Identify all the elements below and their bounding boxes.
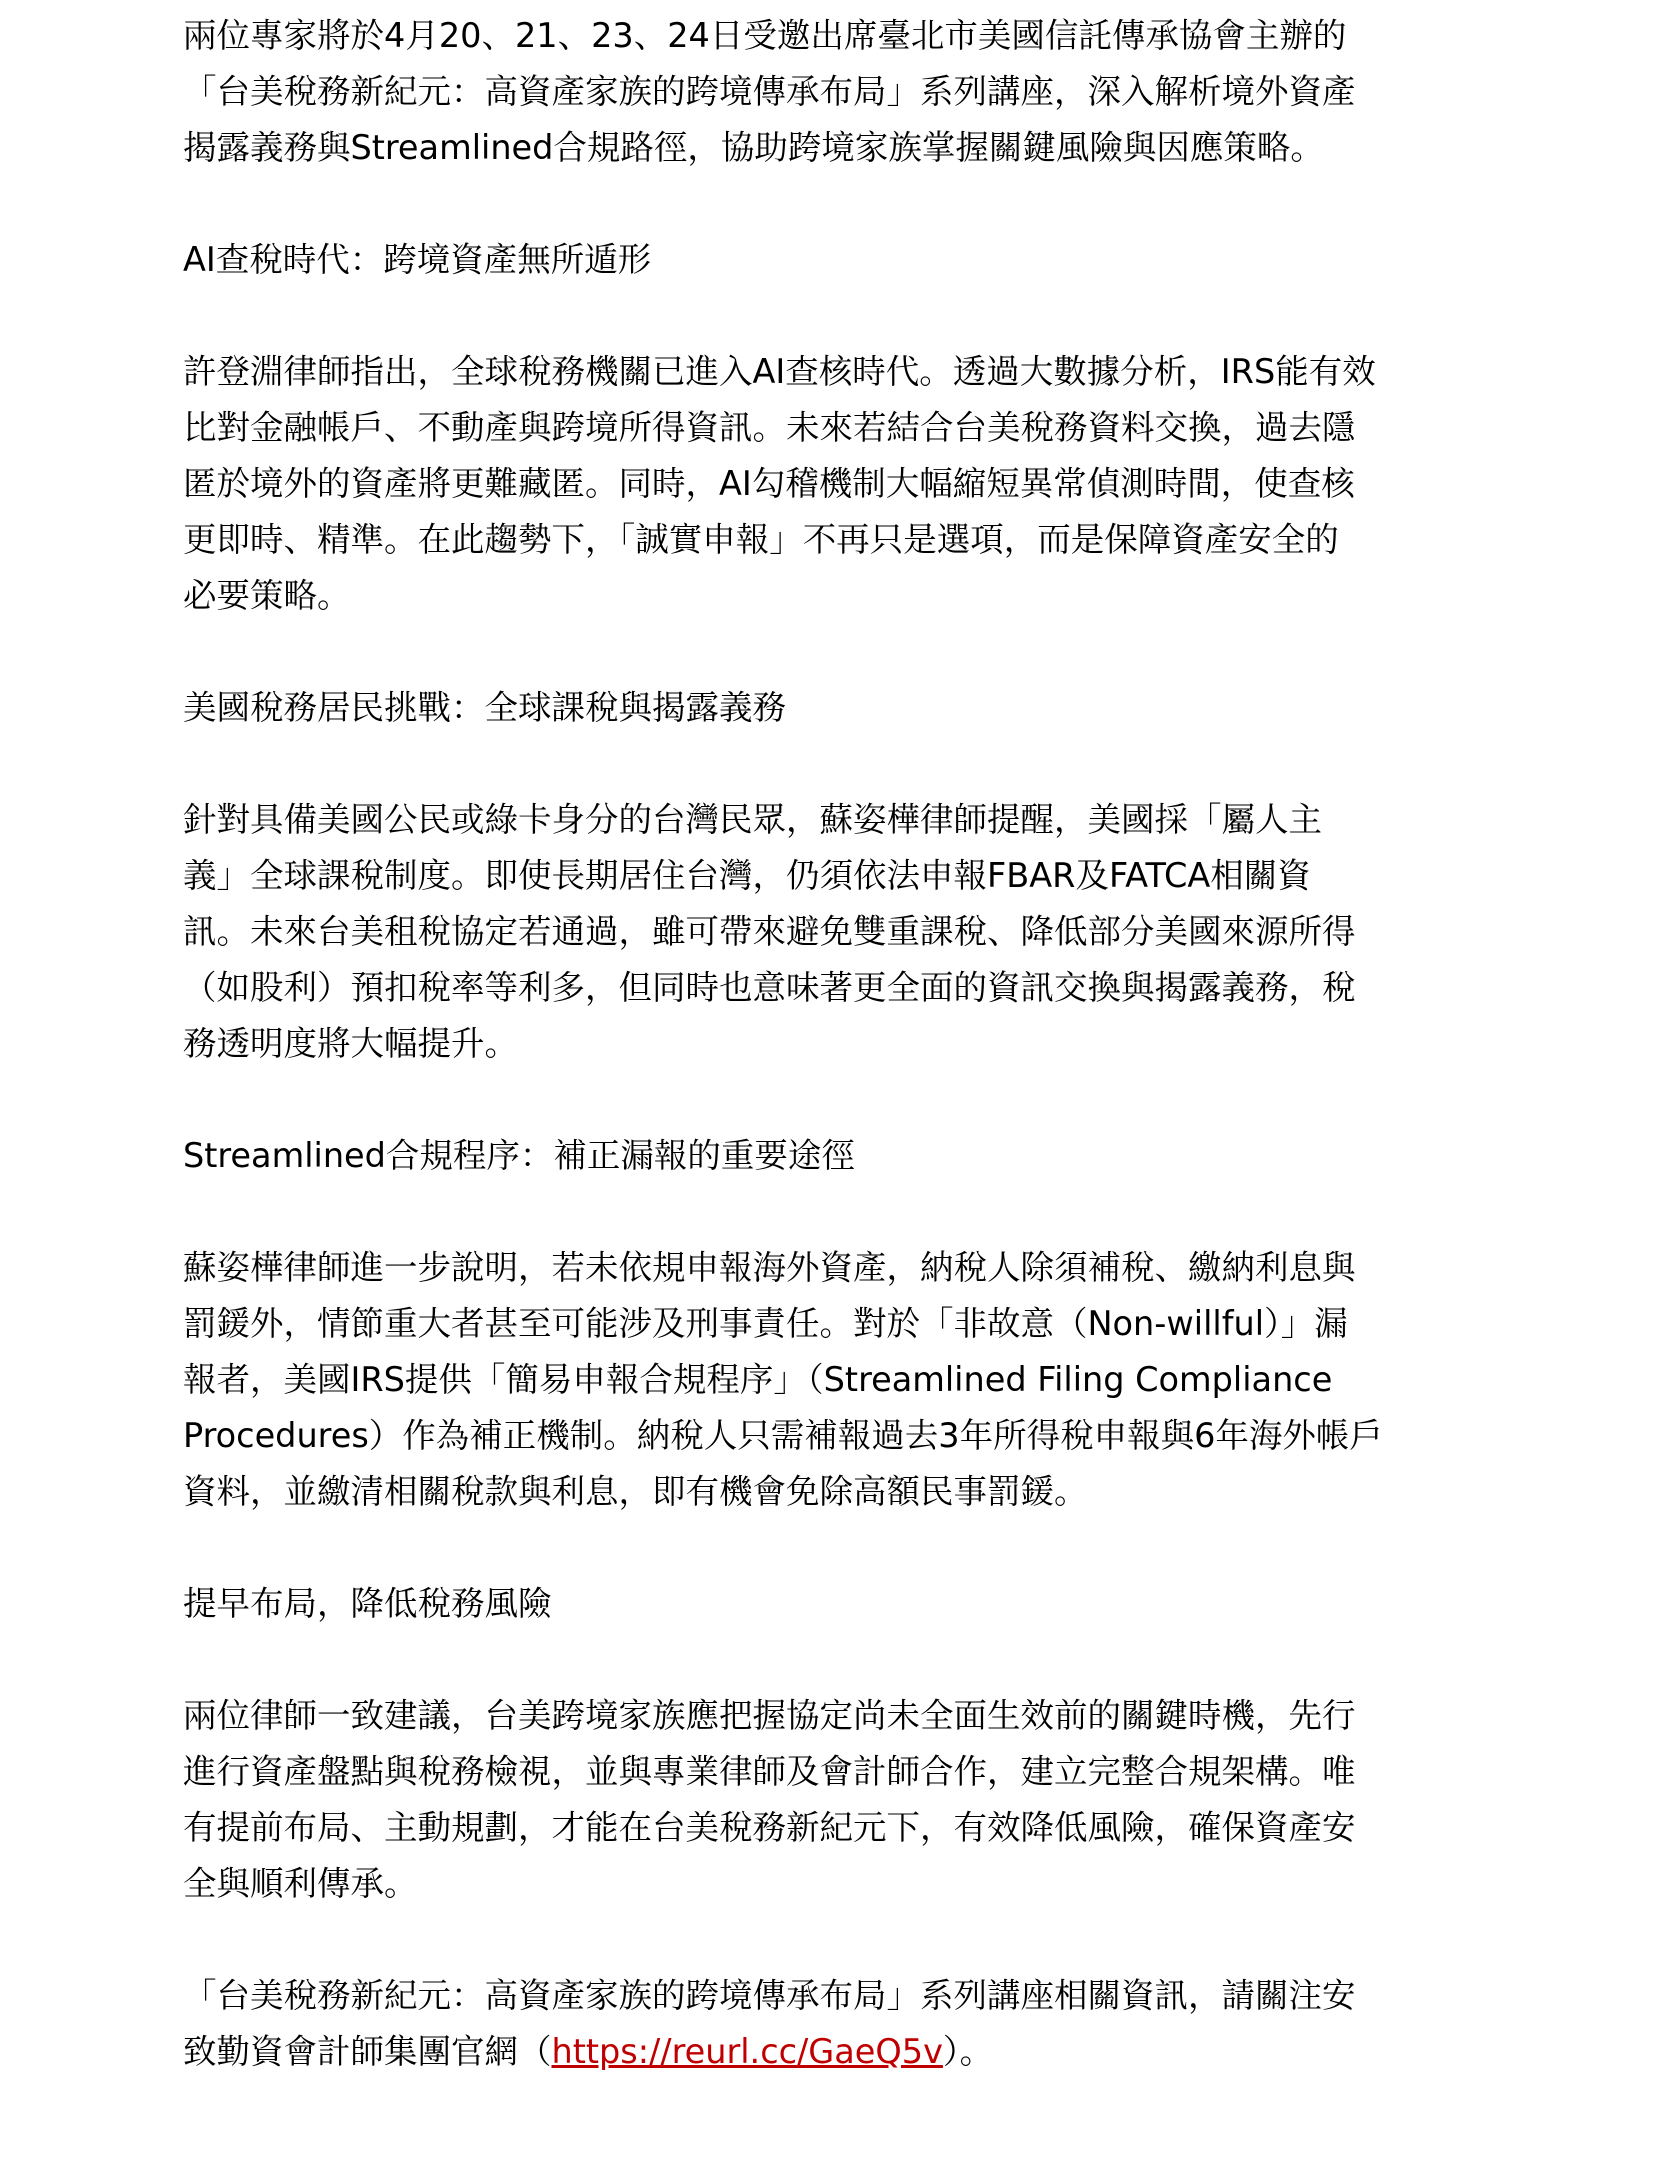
closing-paragraph <box>183 1968 1523 2080</box>
text-line: 針對具備美國公民或綠卡身分的台灣民眾，蘇姿樺律師提醒，美國採「屬人主 <box>183 800 1322 839</box>
text-line: 「台美稅務新紀元：高資產家族的跨境傳承布局」系列講座相關資訊，請關注安 <box>183 1976 1356 2015</box>
text-line: 更即時、精準。在此趨勢下，「誠實申報」不再只是選項，而是保障資產安全的 <box>183 520 1339 559</box>
text-line: 有提前布局、主動規劃，才能在台美稅務新紀元下，有效降低風險，確保資產安 <box>183 1808 1356 1847</box>
text-line: 揭露義務與Streamlined合規路徑，協助跨境家族掌握關鍵風險與因應策略。 <box>183 128 1324 167</box>
section-heading-us-tax-residents: 美國稅務居民挑戰：全球課稅與揭露義務 <box>183 688 786 727</box>
streamlined-paragraph <box>183 1240 1523 1520</box>
text-line: 許登淵律師指出，全球稅務機關已進入AI查核時代。透過大數據分析，IRS能有效 <box>183 352 1376 391</box>
text-line: 資料，並繳清相關稅款與利息，即有機會免除高額民事罰鍰。 <box>183 1472 1088 1511</box>
text-line: 報者，美國IRS提供「簡易申報合規程序」（Streamlined Filing Compliance <box>183 1360 1333 1399</box>
text-line: Procedures）作為補正機制。納稅人只需補報過去3年所得稅申報與6年海外帳戶 <box>183 1416 1383 1455</box>
intro-paragraph <box>183 8 1523 176</box>
text-line: 訊。未來台美租稅協定若通過，雖可帶來避免雙重課稅、降低部分美國來源所得 <box>183 912 1356 951</box>
article-body <box>183 8 1523 2080</box>
text-line: 比對金融帳戶、不動產與跨境所得資訊。未來若結合台美稅務資料交換，過去隱 <box>183 408 1356 447</box>
website-link[interactable]: https://reurl.cc/GaeQ5v <box>551 2032 943 2071</box>
us-tax-residents-paragraph <box>183 792 1523 1072</box>
text-line: 匿於境外的資產將更難藏匿。同時，AI勾稽機制大幅縮短異常偵測時間，使查核 <box>183 464 1355 503</box>
text-line: 罰鍰外，情節重大者甚至可能涉及刑事責任。對於「非故意（Non-willful）」漏 <box>183 1304 1348 1343</box>
text-line: 必要策略。 <box>183 576 351 615</box>
text-line: 進行資產盤點與稅務檢視，並與專業律師及會計師合作，建立完整合規架構。唯 <box>183 1752 1356 1791</box>
text-line: 「台美稅務新紀元：高資產家族的跨境傳承布局」系列講座，深入解析境外資產 <box>183 72 1356 111</box>
section-heading-early-planning: 提早布局，降低稅務風險 <box>183 1584 552 1623</box>
text-line: 全與順利傳承。 <box>183 1864 418 1903</box>
ai-tax-era-paragraph <box>183 344 1523 624</box>
text-line: （如股利）預扣稅率等利多，但同時也意味著更全面的資訊交換與揭露義務，稅 <box>183 968 1356 1007</box>
text-line: 義」全球課稅制度。即使長期居住台灣，仍須依法申報FBAR及FATCA相關資 <box>183 856 1311 895</box>
section-heading-streamlined: Streamlined合規程序：補正漏報的重要途徑 <box>183 1136 855 1175</box>
text-line: 兩位律師一致建議，台美跨境家族應把握協定尚未全面生效前的關鍵時機，先行 <box>183 1696 1356 1735</box>
text-line: 蘇姿樺律師進一步說明，若未依規申報海外資產，納稅人除須補稅、繳納利息與 <box>183 1248 1356 1287</box>
section-heading-ai-tax-era: AI查稅時代：跨境資產無所遁形 <box>183 240 652 279</box>
closing-prefix: 致勤資會計師集團官網（ <box>183 2032 552 2071</box>
closing-suffix: ）。 <box>942 2032 994 2071</box>
text-line: 兩位專家將於4月20、21、23、24日受邀出席臺北市美國信託傳承協會主辦的 <box>183 16 1347 55</box>
text-line-with-link <box>183 2024 1523 2080</box>
early-planning-paragraph <box>183 1688 1523 1912</box>
text-line: 務透明度將大幅提升。 <box>183 1024 518 1063</box>
